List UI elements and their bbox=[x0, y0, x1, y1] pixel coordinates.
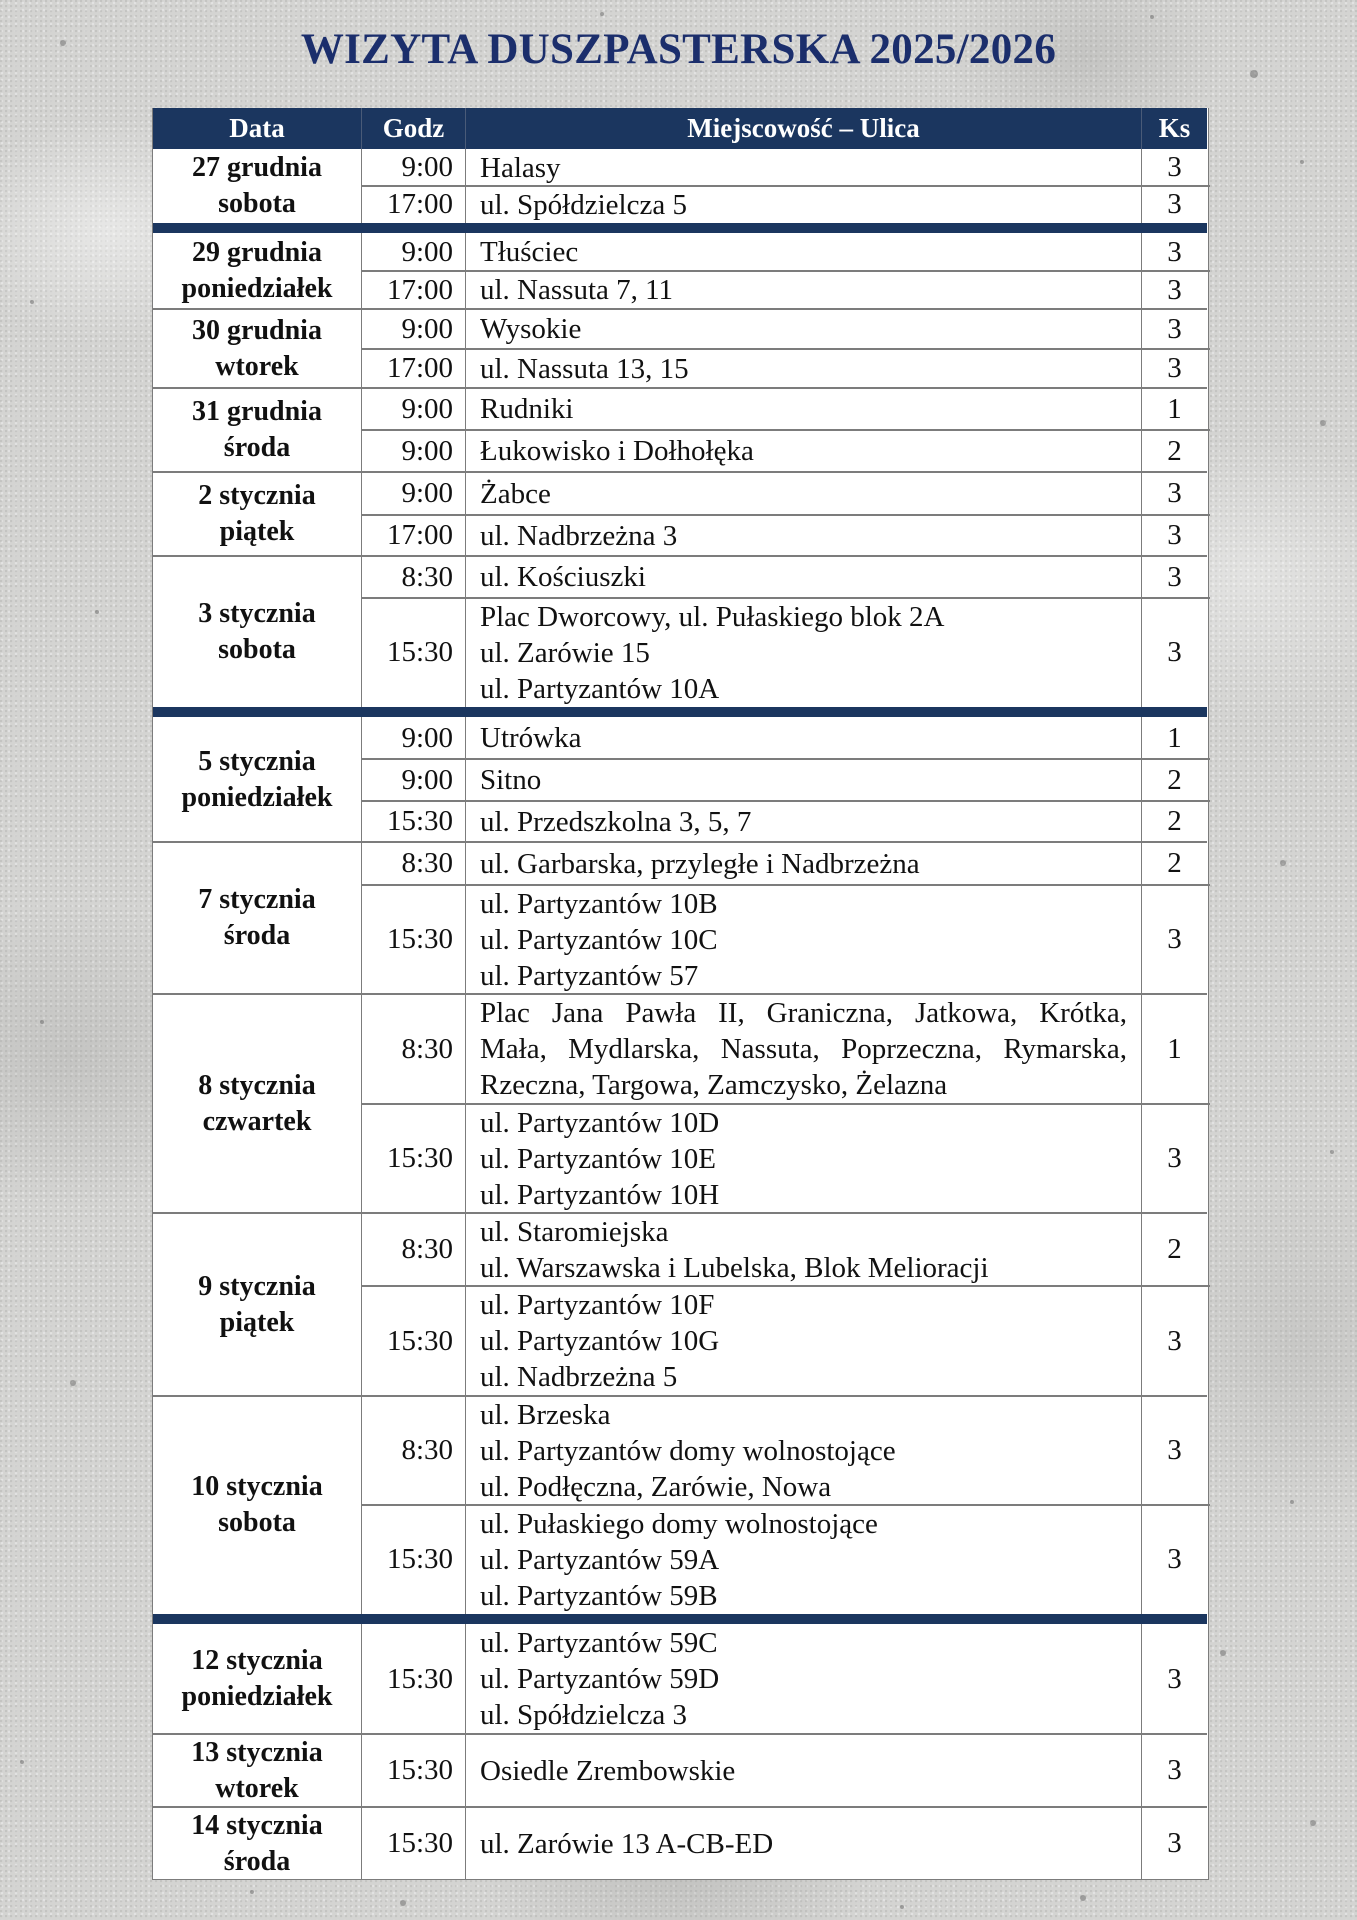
location-line: ul. Podłęczna, Zarówie, Nowa bbox=[480, 1470, 832, 1503]
time-cell: 9:00 bbox=[361, 717, 465, 759]
location-cell bbox=[465, 472, 1141, 515]
priests-count-cell: 3 bbox=[1141, 556, 1207, 598]
location-line: ul. Kościuszki bbox=[480, 561, 646, 593]
priests-count-cell: 1 bbox=[1141, 994, 1207, 1104]
location-line: ul. Partyzantów 59C bbox=[480, 1627, 718, 1659]
texture-speck bbox=[900, 1905, 904, 1909]
priests-count-cell: 3 bbox=[1141, 1505, 1207, 1614]
date-label: 13 stycznia bbox=[191, 1736, 323, 1768]
location-line: Rzeczna, Targowa, Zamczysko, Żelazna bbox=[480, 1069, 948, 1101]
time-cell: 15:30 bbox=[361, 1505, 465, 1614]
time-cell: 15:30 bbox=[361, 1734, 465, 1807]
texture-speck bbox=[20, 1760, 24, 1764]
location-line: ul. Spółdzielcza 5 bbox=[480, 188, 687, 221]
texture-speck bbox=[250, 1890, 254, 1894]
weekday-label: środa bbox=[223, 920, 291, 951]
texture-speck bbox=[600, 12, 604, 16]
time-cell: 17:00 bbox=[361, 186, 465, 223]
date-cell bbox=[153, 472, 361, 556]
location-cell bbox=[465, 349, 1141, 388]
location-line: ul. Brzeska bbox=[480, 1398, 611, 1431]
time-cell: 9:00 bbox=[361, 388, 465, 430]
weekday-label: poniedziałek bbox=[181, 781, 333, 813]
date-label: 10 stycznia bbox=[191, 1471, 323, 1502]
priests-count-cell: 2 bbox=[1141, 801, 1207, 842]
date-cell bbox=[153, 1213, 361, 1396]
date-cell bbox=[153, 233, 361, 309]
location-cell bbox=[465, 1505, 1141, 1614]
time-cell: 8:30 bbox=[361, 842, 465, 885]
date-cell bbox=[153, 556, 361, 707]
date-label: 31 grudnia bbox=[192, 396, 322, 427]
weekday-label: sobota bbox=[218, 188, 296, 219]
location-line: ul. Nassuta 7, 11 bbox=[480, 274, 674, 306]
weekday-label: środa bbox=[223, 432, 291, 463]
priests-count-cell: 2 bbox=[1141, 1213, 1207, 1286]
priests-count-cell: 3 bbox=[1141, 1396, 1207, 1505]
priests-count-cell: 1 bbox=[1141, 388, 1207, 430]
location-line: Osiedle Zrembowskie bbox=[480, 1754, 736, 1787]
date-cell bbox=[153, 1396, 361, 1614]
texture-speck bbox=[70, 1380, 76, 1386]
time-cell: 17:00 bbox=[361, 515, 465, 556]
page-title: WIZYTA DUSZPASTERSKA 2025/2026 bbox=[300, 26, 1057, 73]
weekday-label: sobota bbox=[218, 1507, 296, 1538]
location-line: ul. Partyzantów 10H bbox=[480, 1178, 720, 1211]
location-line: ul. Partyzantów 10G bbox=[480, 1325, 720, 1357]
location-cell bbox=[465, 598, 1141, 707]
time-cell: 9:00 bbox=[361, 233, 465, 271]
priests-count-cell: 3 bbox=[1141, 233, 1207, 271]
texture-speck bbox=[1150, 15, 1154, 19]
week-separator bbox=[153, 223, 1207, 233]
location-line: ul. Staromiejska bbox=[480, 1215, 669, 1248]
time-cell: 15:30 bbox=[361, 1286, 465, 1396]
location-cell bbox=[465, 149, 1141, 186]
priests-count-cell: 1 bbox=[1141, 717, 1207, 759]
column-header-priests: Ks bbox=[1141, 108, 1207, 149]
location-line: ul. Partyzantów 59A bbox=[480, 1543, 720, 1576]
date-cell bbox=[153, 149, 361, 223]
texture-speck bbox=[40, 1020, 44, 1024]
location-line: ul. Partyzantów 10A bbox=[480, 672, 720, 705]
location-line: ul. Nadbrzeżna 5 bbox=[480, 1361, 678, 1393]
location-line: ul. Partyzantów domy wolnostojące bbox=[480, 1434, 896, 1467]
location-cell bbox=[465, 233, 1141, 271]
location-cell bbox=[465, 885, 1141, 994]
date-cell bbox=[153, 717, 361, 842]
location-line: ul. Partyzantów 59B bbox=[480, 1579, 718, 1612]
texture-speck bbox=[95, 610, 99, 614]
location-cell bbox=[465, 1286, 1141, 1396]
location-cell bbox=[465, 1396, 1141, 1505]
texture-speck bbox=[1250, 70, 1258, 78]
location-line: ul. Partyzantów 10B bbox=[480, 887, 718, 920]
location-line: ul. Warszawska i Lubelska, Blok Melioracji bbox=[480, 1251, 989, 1284]
column-header-time: Godz bbox=[361, 108, 465, 149]
date-label: 27 grudnia bbox=[192, 152, 322, 183]
time-cell: 15:30 bbox=[361, 598, 465, 707]
location-cell bbox=[465, 1807, 1141, 1880]
location-cell bbox=[465, 759, 1141, 801]
priests-count-cell: 3 bbox=[1141, 309, 1207, 349]
date-label: 30 grudnia bbox=[192, 314, 322, 346]
column-header-place: Miejscowość – Ulica bbox=[465, 108, 1141, 149]
time-cell: 9:00 bbox=[361, 430, 465, 472]
weekday-label: piątek bbox=[219, 1306, 295, 1338]
texture-speck bbox=[400, 1900, 406, 1906]
date-cell bbox=[153, 388, 361, 472]
priests-count-cell: 3 bbox=[1141, 1734, 1207, 1807]
location-cell bbox=[465, 1213, 1141, 1286]
schedule-table bbox=[152, 108, 1209, 1880]
weekday-label: środa bbox=[223, 1845, 291, 1877]
location-line: ul. Nassuta 13, 15 bbox=[480, 352, 689, 385]
location-cell bbox=[465, 717, 1141, 759]
location-line: ul. Partyzantów 59D bbox=[480, 1663, 720, 1695]
priests-count-cell: 3 bbox=[1141, 186, 1207, 223]
priests-count-cell: 2 bbox=[1141, 759, 1207, 801]
location-cell bbox=[465, 556, 1141, 598]
date-cell bbox=[153, 842, 361, 994]
time-cell: 9:00 bbox=[361, 309, 465, 349]
time-cell: 8:30 bbox=[361, 994, 465, 1104]
week-separator bbox=[153, 707, 1207, 717]
priests-count-cell: 3 bbox=[1141, 349, 1207, 388]
location-cell bbox=[465, 1104, 1141, 1213]
column-header-date: Data bbox=[153, 108, 361, 149]
date-label: 5 stycznia bbox=[198, 745, 316, 777]
location-cell bbox=[465, 842, 1141, 885]
time-cell: 17:00 bbox=[361, 349, 465, 388]
location-line: ul. Spółdzielcza 3 bbox=[480, 1699, 687, 1731]
date-cell bbox=[153, 1807, 361, 1880]
date-label: 2 stycznia bbox=[198, 480, 316, 511]
date-cell bbox=[153, 994, 361, 1213]
location-line: Tłuściec bbox=[480, 236, 579, 268]
location-line: Sitno bbox=[480, 764, 542, 796]
location-cell bbox=[465, 430, 1141, 472]
time-cell: 17:00 bbox=[361, 271, 465, 309]
weekday-label: czwartek bbox=[202, 1105, 312, 1137]
weekday-label: sobota bbox=[218, 633, 296, 665]
time-cell: 9:00 bbox=[361, 759, 465, 801]
time-cell: 8:30 bbox=[361, 1396, 465, 1505]
priests-count-cell: 3 bbox=[1141, 1807, 1207, 1880]
location-line: ul. Zarówie 15 bbox=[480, 636, 650, 669]
location-cell bbox=[465, 994, 1141, 1104]
time-cell: 9:00 bbox=[361, 472, 465, 515]
location-line: ul. Pułaskiego domy wolnostojące bbox=[480, 1507, 878, 1540]
time-cell: 15:30 bbox=[361, 801, 465, 842]
location-line: ul. Partyzantów 10D bbox=[480, 1106, 720, 1139]
location-line: Rudniki bbox=[480, 393, 574, 425]
texture-speck bbox=[1320, 420, 1326, 426]
date-label: 12 stycznia bbox=[191, 1645, 323, 1676]
location-cell bbox=[465, 388, 1141, 430]
priests-count-cell: 3 bbox=[1141, 885, 1207, 994]
priests-count-cell: 3 bbox=[1141, 515, 1207, 556]
location-line: Wysokie bbox=[480, 313, 582, 345]
location-line: Mała, Mydlarska, Nassuta, Poprzeczna, Rymarska, bbox=[480, 1033, 1127, 1065]
weekday-label: poniedziałek bbox=[181, 1681, 333, 1712]
date-label: 29 grudnia bbox=[192, 237, 322, 268]
priests-count-cell: 2 bbox=[1141, 430, 1207, 472]
priests-count-cell: 3 bbox=[1141, 149, 1207, 186]
texture-speck bbox=[1310, 1820, 1316, 1826]
priests-count-cell: 3 bbox=[1141, 1286, 1207, 1396]
location-line: ul. Zarówie 13 A-CB-ED bbox=[480, 1827, 774, 1860]
priests-count-cell: 2 bbox=[1141, 842, 1207, 885]
location-line: ul. Garbarska, przyległe i Nadbrzeżna bbox=[480, 847, 920, 880]
date-label: 9 stycznia bbox=[198, 1270, 316, 1302]
texture-speck bbox=[1330, 1150, 1334, 1154]
weekday-label: piątek bbox=[219, 516, 295, 547]
location-cell bbox=[465, 515, 1141, 556]
location-line: ul. Partyzantów 10F bbox=[480, 1289, 715, 1321]
location-cell bbox=[465, 309, 1141, 349]
location-line: Plac Dworcowy, ul. Pułaskiego blok 2A bbox=[480, 600, 945, 633]
time-cell: 15:30 bbox=[361, 885, 465, 994]
location-line: ul. Partyzantów 10E bbox=[480, 1142, 716, 1175]
location-line: ul. Nadbrzeżna 3 bbox=[480, 519, 678, 552]
time-cell: 15:30 bbox=[361, 1807, 465, 1880]
location-line: ul. Partyzantów 10C bbox=[480, 923, 718, 956]
location-cell bbox=[465, 801, 1141, 842]
texture-speck bbox=[60, 40, 66, 46]
weekday-label: poniedziałek bbox=[181, 273, 333, 304]
date-label: 14 stycznia bbox=[191, 1809, 323, 1841]
location-cell bbox=[465, 1624, 1141, 1734]
date-label: 3 stycznia bbox=[198, 597, 316, 629]
texture-speck bbox=[1290, 1500, 1294, 1504]
location-line: ul. Przedszkolna 3, 5, 7 bbox=[480, 805, 752, 838]
time-cell: 8:30 bbox=[361, 1213, 465, 1286]
date-cell bbox=[153, 1624, 361, 1734]
location-line: Żabce bbox=[480, 477, 551, 510]
texture-speck bbox=[1300, 160, 1304, 164]
priests-count-cell: 3 bbox=[1141, 1104, 1207, 1213]
time-cell: 9:00 bbox=[361, 149, 465, 186]
texture-speck bbox=[1280, 860, 1286, 866]
weekday-label: wtorek bbox=[215, 350, 299, 382]
time-cell: 15:30 bbox=[361, 1104, 465, 1213]
date-cell bbox=[153, 1734, 361, 1807]
priests-count-cell: 3 bbox=[1141, 271, 1207, 309]
location-line: Plac Jana Pawła II, Graniczna, Jatkowa, Krótka, bbox=[480, 997, 1127, 1029]
texture-speck bbox=[1220, 1650, 1226, 1656]
texture-speck bbox=[30, 300, 34, 304]
texture-speck bbox=[1080, 1895, 1086, 1901]
location-cell bbox=[465, 271, 1141, 309]
time-cell: 15:30 bbox=[361, 1624, 465, 1734]
priests-count-cell: 3 bbox=[1141, 1624, 1207, 1734]
priests-count-cell: 3 bbox=[1141, 472, 1207, 515]
date-label: 7 stycznia bbox=[198, 884, 316, 915]
week-separator bbox=[153, 1614, 1207, 1624]
priests-count-cell: 3 bbox=[1141, 598, 1207, 707]
location-line: Utrówka bbox=[480, 722, 582, 754]
location-cell bbox=[465, 186, 1141, 223]
weekday-label: wtorek bbox=[215, 1772, 299, 1804]
time-cell: 8:30 bbox=[361, 556, 465, 598]
date-cell bbox=[153, 309, 361, 388]
date-label: 8 stycznia bbox=[198, 1069, 316, 1101]
location-line: Łukowisko i Dołhołęka bbox=[480, 435, 754, 467]
location-line: Halasy bbox=[480, 151, 561, 184]
location-cell bbox=[465, 1734, 1141, 1807]
location-line: ul. Partyzantów 57 bbox=[480, 959, 699, 992]
